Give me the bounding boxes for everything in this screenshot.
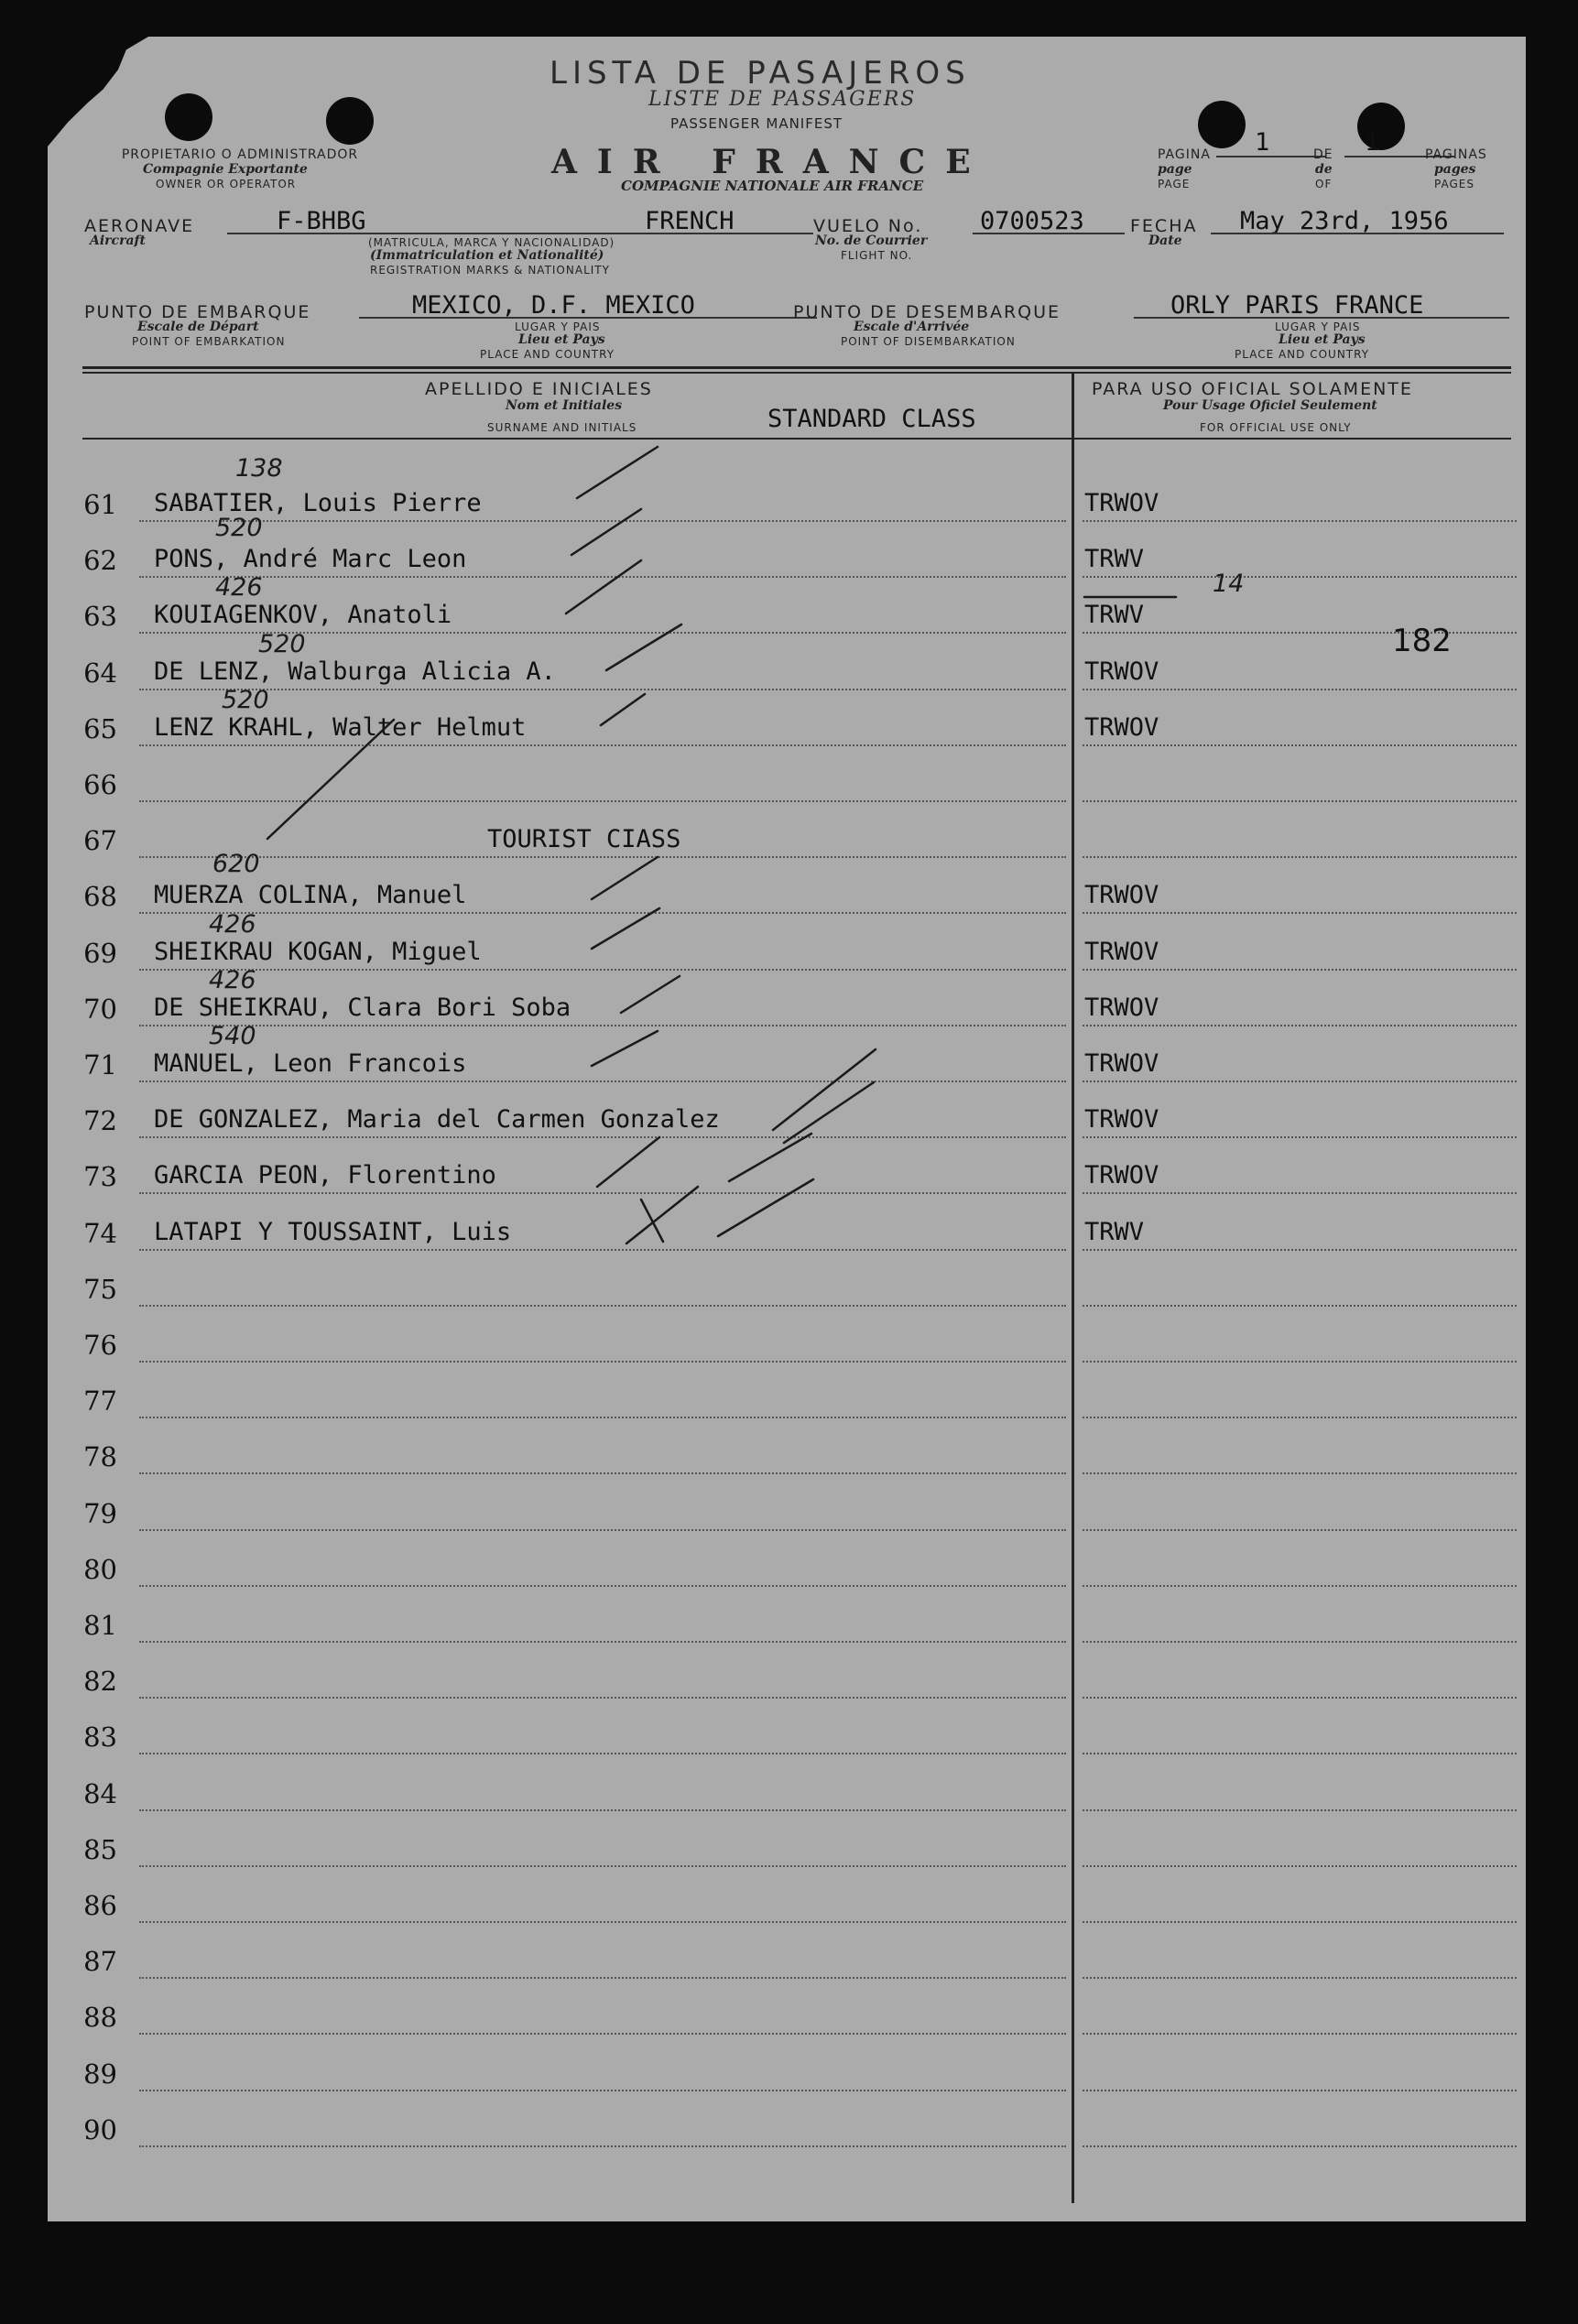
row63-handwritten-note: 14 (1213, 570, 1245, 598)
row-line (139, 1472, 1066, 1474)
row-line (139, 2033, 1066, 2035)
page-label-fr: page (1158, 162, 1192, 177)
row-line-official (1083, 2145, 1517, 2147)
row-number: 84 (83, 1777, 117, 1809)
embark-place-3: PLACE AND COUNTRY (480, 348, 615, 361)
embark-place-1: LUGAR Y PAIS (515, 320, 601, 333)
date-value: May 23rd, 1956 (1240, 207, 1449, 235)
row-number: 88 (83, 2002, 117, 2034)
tourist-class-heading: TOURIST CIASS (487, 825, 681, 854)
flight-label: VUELO No. (813, 216, 923, 236)
row-line-official (1083, 800, 1517, 802)
table-header-rule (82, 438, 1511, 440)
col-name-es: APELLIDO E INICIALES (425, 379, 653, 399)
passenger-name: DE SHEIKRAU, Clara Bori Soba (154, 993, 571, 1022)
punch-hole (1198, 101, 1246, 148)
check-mark (718, 1179, 813, 1236)
row-number: 67 (83, 825, 117, 857)
handwritten-number: 520 (215, 514, 263, 543)
row-line (139, 520, 1066, 522)
check-mark (641, 1200, 663, 1242)
row-number: 70 (83, 993, 117, 1025)
row-number: 71 (83, 1049, 117, 1081)
row-number: 76 (83, 1330, 117, 1361)
page-number: 1 (1255, 128, 1270, 157)
row-number: 61 (83, 489, 117, 520)
col-official-fr: Pour Usage Oficiel Seulement (1163, 398, 1377, 413)
passenger-name: LATAPI Y TOUSSAINT, Luis (154, 1217, 512, 1246)
owner-label-es: PROPIETARIO O ADMINISTRADOR (121, 147, 359, 162)
row-line (139, 744, 1066, 746)
embark-value: MEXICO, D.F. MEXICO (412, 291, 695, 320)
passenger-name: DE LENZ, Walburga Alicia A. (154, 657, 556, 686)
official-code: TRWOV (1084, 712, 1159, 742)
airline-sub: COMPAGNIE NATIONALE AIR FRANCE (621, 178, 924, 194)
nationality-value: FRENCH (645, 207, 735, 235)
row-line (139, 1361, 1066, 1363)
disembark-value: ORLY PARIS FRANCE (1170, 291, 1424, 320)
flight-label-fr: No. de Courrier (815, 233, 928, 248)
check-mark (601, 694, 645, 725)
handwritten-number: 520 (222, 685, 269, 714)
disembark-place-2: Lieu et Pays (1279, 332, 1366, 347)
row-number: 78 (83, 1441, 117, 1473)
check-mark (592, 857, 658, 899)
row-number: 86 (83, 1890, 117, 1921)
handwritten-number: 426 (209, 965, 256, 994)
of-label-en: OF (1315, 178, 1333, 190)
row-line-official (1083, 1865, 1517, 1867)
row-number: 90 (83, 2113, 117, 2145)
row-line (139, 1136, 1066, 1138)
check-mark (577, 447, 658, 498)
row-line (139, 969, 1066, 971)
embark-label: PUNTO DE EMBARQUE (84, 302, 311, 322)
of-label-es: DE (1313, 147, 1333, 162)
pages-label-fr: pages (1434, 162, 1476, 177)
passenger-name: MUERZA COLINA, Manuel (154, 881, 467, 910)
row-line-official (1083, 2090, 1517, 2091)
row-line (139, 1753, 1066, 1754)
aircraft-value: F-BHBG (277, 207, 366, 235)
row-number: 80 (83, 1553, 117, 1585)
official-code: TRWOV (1084, 1105, 1159, 1135)
row-line (139, 1417, 1066, 1418)
embark-place-2: Lieu et Pays (518, 332, 605, 347)
passenger-name: KOUIAGENKOV, Anatoli (154, 601, 452, 630)
row-number: 79 (83, 1497, 117, 1529)
row-number: 82 (83, 1666, 117, 1698)
row-number: 65 (83, 712, 117, 744)
title-en: PASSENGER MANIFEST (670, 115, 843, 132)
row-number: 68 (83, 881, 117, 913)
row-number: 66 (83, 769, 117, 800)
row-line-official (1083, 1136, 1517, 1138)
check-mark (571, 509, 641, 555)
official-code: TRWV (1084, 601, 1145, 630)
passenger-name: GARCIA PEON, Florentino (154, 1161, 496, 1190)
row-line (139, 689, 1066, 690)
official-code: TRWOV (1084, 489, 1159, 517)
aircraft-label: AERONAVE (84, 216, 195, 236)
official-total: 182 (1392, 623, 1452, 659)
row-line (139, 1809, 1066, 1811)
date-label-fr: Date (1148, 233, 1182, 248)
row-line-official (1083, 856, 1517, 858)
official-code: TRWOV (1084, 937, 1159, 966)
row-line-official (1083, 912, 1517, 914)
row-line (139, 1585, 1066, 1587)
col-name-fr: Nom et Initiales (506, 398, 623, 413)
title-es: LISTA DE PASAJEROS (550, 55, 971, 92)
passenger-name: SABATIER, Louis Pierre (154, 489, 482, 517)
official-code: TRWOV (1084, 993, 1159, 1022)
disembark-place-3: PLACE AND COUNTRY (1235, 348, 1370, 361)
handwritten-number: 540 (209, 1022, 256, 1050)
row-line (139, 1865, 1066, 1867)
row-line (139, 1081, 1066, 1082)
flight-number: 0700523 (980, 207, 1084, 235)
row-line-official (1083, 969, 1517, 971)
official-code: TRWOV (1084, 881, 1159, 910)
row-line (139, 1305, 1066, 1307)
row-line-official (1083, 1809, 1517, 1811)
row-line-official (1083, 2033, 1517, 2035)
row-line-official (1083, 1529, 1517, 1531)
official-code: TRWV (1084, 545, 1145, 574)
row-number: 69 (83, 937, 117, 969)
flight-label-en: FLIGHT NO. (841, 249, 913, 262)
passenger-name: SHEIKRAU KOGAN, Miguel (154, 937, 482, 966)
row-line-official (1083, 1417, 1517, 1418)
col-official-en: FOR OFFICIAL USE ONLY (1200, 421, 1352, 434)
row-line-official (1083, 1192, 1517, 1194)
official-code: TRWOV (1084, 657, 1159, 686)
official-code: TRWOV (1084, 1161, 1159, 1190)
row-number: 73 (83, 1161, 117, 1193)
reg-label-1: (MATRICULA, MARCA Y NACIONALIDAD) (368, 236, 615, 249)
row-line-official (1083, 1977, 1517, 1979)
table-top-rule-2 (82, 372, 1511, 374)
check-mark (784, 1082, 874, 1143)
embark-label-fr: Escale de Départ (137, 320, 259, 334)
passenger-name: MANUEL, Leon Francois (154, 1049, 467, 1078)
page-label-es: PAGINA (1158, 147, 1211, 162)
row-number: 72 (83, 1105, 117, 1137)
check-mark (626, 1187, 698, 1243)
punch-hole (165, 93, 212, 141)
check-mark (592, 908, 659, 949)
check-mark (729, 1134, 811, 1181)
handwritten-number: 426 (209, 909, 256, 939)
row-number: 89 (83, 2058, 117, 2090)
row-line (139, 2090, 1066, 2091)
page-label-en: PAGE (1158, 178, 1191, 190)
passenger-name: DE GONZALEZ, Maria del Carmen Gonzalez (154, 1105, 720, 1135)
row-line-official (1083, 1305, 1517, 1307)
passenger-name: LENZ KRAHL, Walter Helmut (154, 712, 527, 742)
of-label-fr: de (1315, 162, 1333, 177)
check-mark (597, 1137, 659, 1187)
handwritten-number: 620 (212, 850, 260, 879)
row-line-official (1083, 1025, 1517, 1026)
row-line (139, 1192, 1066, 1194)
row-line (139, 800, 1066, 802)
row-number: 81 (83, 1610, 117, 1641)
handwritten-number: 138 (235, 454, 283, 483)
manifest-sheet (48, 37, 1526, 2221)
handwritten-number: 426 (215, 573, 263, 603)
row-number: 83 (83, 1721, 117, 1754)
disembark-label-fr: Escale d'Arrivée (854, 320, 970, 334)
handwritten-number: 520 (258, 629, 306, 658)
row-number: 63 (83, 601, 117, 633)
row-line-official (1083, 1361, 1517, 1363)
row-line-official (1083, 1697, 1517, 1699)
title-fr: LISTE DE PASSAGERS (648, 88, 917, 111)
row-line (139, 1921, 1066, 1923)
row-number: 77 (83, 1385, 117, 1417)
row-line (139, 1529, 1066, 1531)
row-line (139, 856, 1066, 858)
row-number: 85 (83, 1833, 117, 1865)
disembark-label-en: POINT OF DISEMBARKATION (841, 335, 1016, 348)
check-mark (592, 1031, 658, 1066)
standard-class-heading: STANDARD CLASS (767, 405, 976, 433)
row-number: 64 (83, 657, 117, 689)
row-line (139, 1025, 1066, 1026)
page-total: 1 (1365, 128, 1380, 157)
embark-label-en: POINT OF EMBARKATION (132, 335, 286, 348)
row-number: 87 (83, 1946, 117, 1978)
row-line (139, 2145, 1066, 2147)
torn-corner (48, 37, 148, 147)
punch-hole (326, 97, 374, 145)
row-number: 75 (83, 1273, 117, 1305)
row-line-official (1083, 1641, 1517, 1643)
col-official-es: PARA USO OFICIAL SOLAMENTE (1092, 379, 1413, 399)
row-line (139, 1977, 1066, 1979)
check-mark (566, 560, 641, 614)
row-line-official (1083, 1921, 1517, 1923)
passenger-name: PONS, André Marc Leon (154, 545, 467, 574)
row-line-official (1083, 1585, 1517, 1587)
row-number: 62 (83, 545, 117, 577)
official-code: TRWOV (1084, 1049, 1159, 1078)
row-line (139, 1641, 1066, 1643)
row-line-official (1083, 520, 1517, 522)
col-name-en: SURNAME AND INITIALS (487, 421, 637, 434)
row-line (139, 1697, 1066, 1699)
reg-label-2: (Immatriculation et Nationalité) (370, 248, 604, 263)
owner-label-fr: Compagnie Exportante (143, 162, 308, 177)
pages-label-es: PAGINAS (1425, 147, 1487, 162)
table-top-rule (82, 366, 1511, 369)
date-label: FECHA (1130, 216, 1198, 236)
row-line-official (1083, 1249, 1517, 1251)
row-line (139, 576, 1066, 578)
row-line (139, 1249, 1066, 1251)
row-line-official (1083, 576, 1517, 578)
check-mark (621, 976, 680, 1013)
check-mark (773, 1049, 876, 1130)
owner-label-en: OWNER OR OPERATOR (156, 178, 297, 190)
row-line-official (1083, 1081, 1517, 1082)
row-line-official (1083, 1472, 1517, 1474)
official-code: TRWV (1084, 1217, 1145, 1246)
row-number: 74 (83, 1217, 117, 1249)
column-divider (1072, 374, 1074, 2203)
pages-label-en: PAGES (1434, 178, 1475, 190)
row-line (139, 912, 1066, 914)
reg-label-3: REGISTRATION MARKS & NATIONALITY (370, 264, 610, 277)
row-line-official (1083, 1753, 1517, 1754)
row-line-official (1083, 744, 1517, 746)
row-line-official (1083, 689, 1517, 690)
disembark-place-1: LUGAR Y PAIS (1275, 320, 1361, 333)
airline-name: AIR FRANCE (551, 143, 991, 181)
disembark-label: PUNTO DE DESEMBARQUE (793, 302, 1061, 322)
aircraft-label-fr: Aircraft (90, 233, 147, 248)
